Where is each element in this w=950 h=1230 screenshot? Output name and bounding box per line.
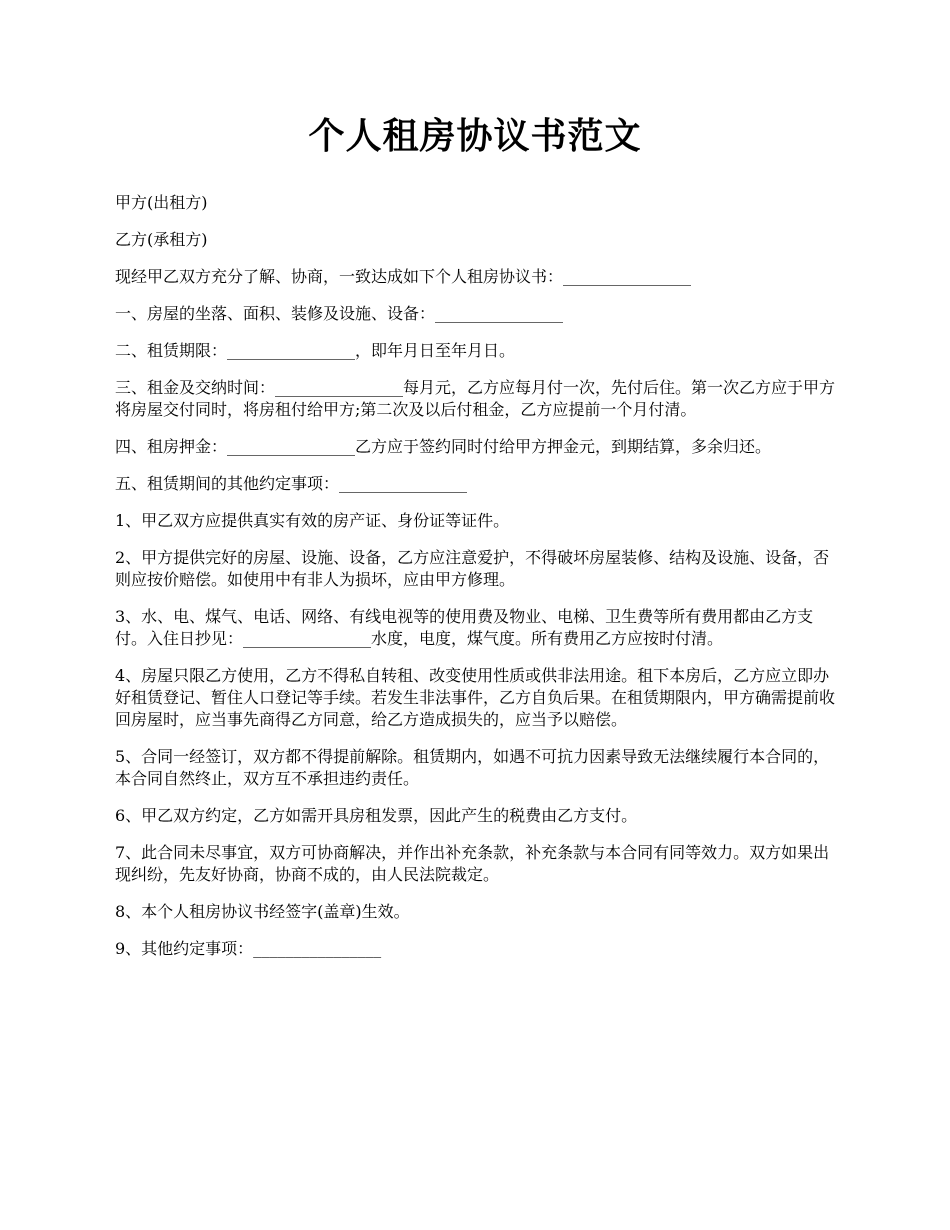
term-item-6: 6、甲乙双方约定，乙方如需开具房租发票，因此产生的税费由乙方支付。	[115, 806, 638, 825]
party-b-line: 乙方(承租方)	[115, 230, 208, 249]
term-item-4: 4、房屋只限乙方使用，乙方不得私自转租、改变使用性质或供非法用途。租下本房后，乙方应立即办好租赁登记、暂住人口登记等手续。若发生非法事件，乙方自负后果。在租赁期限内，甲方确需提前收回房屋时，应当事先商得乙方同意，给乙方造成损失的，应当予以赔偿。	[115, 666, 836, 729]
term-item-2: 2、甲方提供完好的房屋、设施、设备，乙方应注意爱护，不得破坏房屋装修、结构及设施、设备，否则应按价赔偿。如使用中有非人为损坏，应由甲方修理。	[115, 548, 830, 589]
term-item-7: 7、此合同未尽事宜，双方可协商解决，并作出补充条款，补充条款与本合同有同等效力。双方如果出现纠纷，先友好协商，协商不成的，由人民法院裁定。	[115, 843, 830, 884]
term-item-1: 1、甲乙双方应提供真实有效的房产证、身份证等证件。	[115, 511, 510, 530]
clause-3-rent: 三、租金及交纳时间：________________每月元，乙方应每月付一次，先付后住。第一次乙方应于甲方将房屋交付同时，将房租付给甲方;第二次及以后付租金，乙方应提前一个月付清。	[115, 378, 836, 419]
party-a-line: 甲方(出租方)	[115, 193, 208, 212]
term-item-9: 9、其他约定事项：________________	[115, 939, 382, 958]
clause-1-location: 一、房屋的坐落、面积、装修及设施、设备：________________	[115, 304, 564, 323]
document-page	[115, 110, 835, 975]
agreement-intro: 现经甲乙双方充分了解、协商，一致达成如下个人租房协议书：________________	[115, 267, 692, 286]
term-item-5: 5、合同一经签订，双方都不得提前解除。租赁期内，如遇不可抗力因素导致无法继续履行本合同的，本合同自然终止，双方互不承担违约责任。	[115, 747, 830, 788]
document-title: 个人租房协议书范文	[308, 115, 642, 157]
term-item-3: 3、水、电、煤气、电话、网络、有线电视等的使用费及物业、电梯、卫生费等所有费用都由乙方支付。入住日抄见：________________水度，电度，煤气度。所有费用乙方应按时付清。	[115, 607, 814, 648]
clause-2-term: 二、租赁期限：________________，即年月日至年月日。	[115, 341, 516, 360]
clause-5-other-terms: 五、租赁期间的其他约定事项：________________	[115, 474, 468, 493]
clause-4-deposit: 四、租房押金：________________乙方应于签约同时付给甲方押金元，到期结算，多余归还。	[115, 437, 772, 456]
term-item-8: 8、本个人租房协议书经签字(盖章)生效。	[115, 902, 410, 921]
